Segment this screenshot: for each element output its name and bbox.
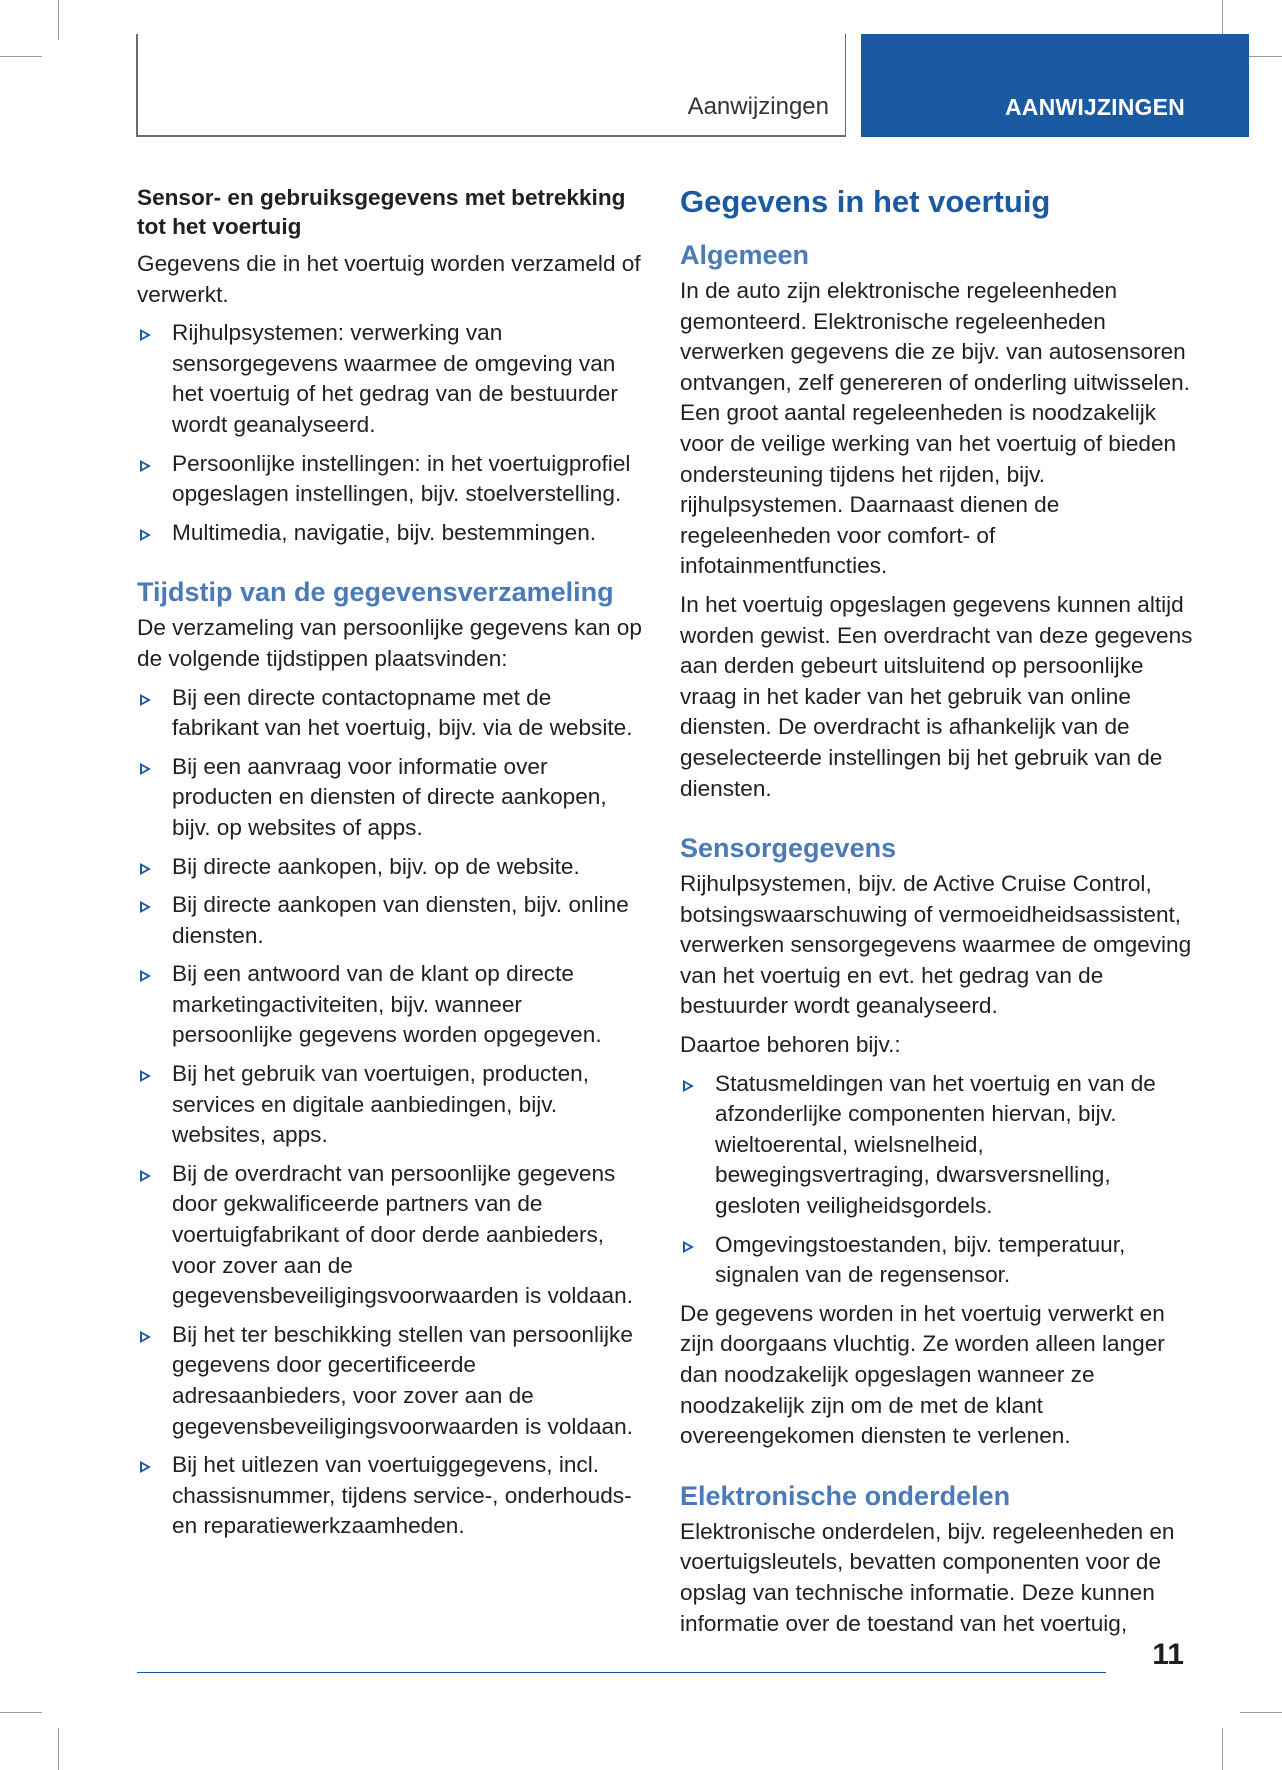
right-column [680,183,1200,1647]
list-item: Bij de overdracht van persoonlijke gegevens door gekwalificeerde partners van de voertuigfabrikant of door derde aanbieders, voor zover aan de gegevensbeveiligingsvoorwaarden is voldaan. [137,1159,642,1312]
list-item: Bij directe aankopen van diensten, bijv. online diensten. [137,890,642,951]
list-item: Bij een directe contactopname met de fabrikant van het voertuig, bijv. via de website. [137,683,642,744]
crop-mark [0,56,42,57]
general-paragraph: In de auto zijn elektronische regeleenheden gemonteerd. Elektronische regeleenheden verwerken gegevens die ze bijv. van autosensoren ontvangen, zelf genereren of onderling uitwisselen. Een groot aantal regeleenheden is noodzakelijk voor de veilige werking van het voertuig of bieden ondersteuning tijdens het rijden, bijv. rijhulpsystemen. Daarnaast dienen de regeleenheden voor comfort- of infotainmentfuncties. [680,278,1190,579]
sensor-list [680,1069,1200,1291]
sensor-paragraph: Daartoe behoren bijv.: [680,1032,901,1058]
sensor-paragraph: Rijhulpsystemen, bijv. de Active Cruise Control, botsingswaarschuwing of vermoeidheidsassistent, verwerken sensorgegevens waarmee de omgeving van het voertuig en evt. het gedrag van de bestuurder wordt geanalyseerd. [680,871,1192,1019]
crop-mark [58,0,59,40]
page-number: 11 [1152,1638,1184,1671]
list-item: Persoonlijke instellingen: in het voertuigprofiel opgeslagen instellingen, bijv. stoelverstelling. [137,449,642,510]
list-item: Multimedia, navigatie, bijv. bestemmingen. [137,518,642,549]
crop-mark [58,1728,59,1770]
sensor-paragraph: De gegevens worden in het voertuig verwerkt en zijn doorgaans vluchtig. Ze worden alleen langer dan noodzakelijk opgeslagen wanneer ze noodzakelijk zijn om de met de klant overeengekomen diensten te verlenen. [680,1300,1165,1449]
list-item: Bij het uitlezen van voertuiggegevens, incl. chassisnummer, tijdens service-, onderhouds- en reparatiewerkzaamheden. [137,1450,642,1542]
electronic-heading: Elektronische onderdelen [680,1480,1011,1511]
chapter-tab [861,34,1249,137]
list-item: Bij een aanvraag voor informatie over producten en diensten of directe aankopen, bijv. op websites of apps. [137,752,642,844]
left-column [137,183,642,1550]
chapter-tab-label: AANWIJZINGEN [1004,94,1185,120]
sensor-heading: Sensorgegevens [680,833,897,864]
list-item: Rijhulpsystemen: verwerking van sensorgegevens waarmee de omgeving van het voertuig of het gedrag van de bestuurder wordt geanalyseerd. [137,318,642,440]
crop-mark [1240,1712,1282,1713]
intro-heading: Sensor- en gebruiksgegevens met betrekking tot het voertuig [137,185,626,239]
crop-mark [0,1712,42,1713]
footer-rule [137,1672,1106,1673]
list-item: Bij het gebruik van voertuigen, producten, services en digitale aanbiedingen, bijv. websites, apps. [137,1059,642,1151]
list-item: Statusmeldingen van het voertuig en van de afzonderlijke componenten hiervan, bijv. wieltoerental, wielsnelheid, bewegingsvertraging, dwarsversnelling, gesloten veiligheidsgordels. [680,1069,1200,1222]
intro-text: Gegevens die in het voertuig worden verzameld of verwerkt. [137,251,641,307]
timing-heading: Tijdstip van de gegevensverzameling [137,577,614,608]
general-heading: Algemeen [680,240,810,270]
intro-list [137,318,642,548]
electronic-paragraph: Elektronische onderdelen, bijv. regeleenheden en voertuigsleutels, bevatten componenten voor de opslag van technische informatie. Deze kunnen informatie over de toestand van het voertuig, [680,1518,1175,1636]
general-paragraph: In het voertuig opgeslagen gegevens kunnen altijd worden gewist. Een overdracht van deze gegevens aan derden gebeurt uitsluitend op persoonlijke vraag in het kader van het gebruik van online diensten. De overdracht is afhankelijk van de geselecteerde instellingen bij het gebruik van de diensten. [680,591,1193,801]
page-header [136,34,846,137]
list-item: Bij het ter beschikking stellen van persoonlijke gegevens door gecertificeerde adresaanbieders, voor zover aan de gegevensbeveiligingsvoorwaarden is voldaan. [137,1320,642,1442]
crop-mark [1222,1728,1223,1770]
list-item: Bij directe aankopen, bijv. op de website. [137,852,642,883]
section-title: Aanwijzingen [687,93,829,120]
list-item: Bij een antwoord van de klant op directe marketingactiviteiten, bijv. wanneer persoonlijke gegevens worden opgegeven. [137,959,642,1051]
timing-list [137,683,642,1542]
timing-text: De verzameling van persoonlijke gegevens kan op de volgende tijdstippen plaatsvinden: [137,615,642,671]
list-item: Omgevingstoestanden, bijv. temperatuur, signalen van de regensensor. [680,1230,1200,1291]
main-heading: Gegevens in het voertuig [680,184,1051,219]
